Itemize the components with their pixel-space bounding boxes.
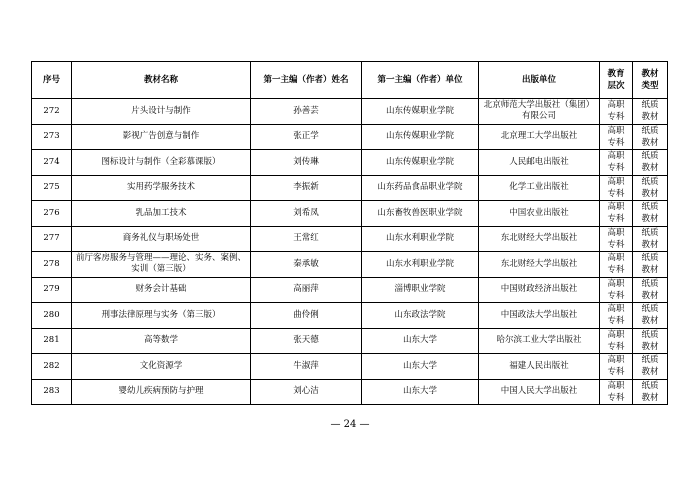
cell-type-line2: 教材 xyxy=(641,188,659,199)
cell-name: 财务会计基础 xyxy=(72,277,251,303)
cell-type xyxy=(633,354,668,380)
cell-type-line1: 纸质 xyxy=(641,355,659,366)
cell-level xyxy=(600,124,633,150)
header-level-line1: 教育 xyxy=(607,69,625,79)
cell-unit: 山东畜牧兽医职业学院 xyxy=(362,201,479,227)
cell-type xyxy=(633,150,668,176)
cell-editor: 孙善芸 xyxy=(251,99,362,125)
cell-level-line1: 高职 xyxy=(607,100,625,111)
cell-type-line1: 纸质 xyxy=(641,329,659,340)
cell-level xyxy=(600,175,633,201)
cell-publisher: 中国财政经济出版社 xyxy=(479,277,600,303)
header-name: 教材名称 xyxy=(72,62,251,99)
cell-level-line1: 高职 xyxy=(607,151,625,162)
cell-type-line1: 纸质 xyxy=(641,176,659,187)
cell-publisher: 哈尔滨工业大学出版社 xyxy=(479,328,600,354)
cell-unit: 山东水利职业学院 xyxy=(362,226,479,252)
cell-unit: 山东大学 xyxy=(362,379,479,405)
cell-level xyxy=(600,99,633,125)
cell-type-line1: 纸质 xyxy=(641,202,659,213)
cell-publisher: 化学工业出版社 xyxy=(479,175,600,201)
cell-seq: 273 xyxy=(32,124,72,150)
cell-level-line2: 专科 xyxy=(607,316,625,327)
cell-name: 高等数学 xyxy=(72,328,251,354)
textbook-table xyxy=(31,61,668,405)
cell-level xyxy=(600,379,633,405)
cell-type xyxy=(633,175,668,201)
cell-type-line2: 教材 xyxy=(641,239,659,250)
cell-level-line1: 高职 xyxy=(607,304,625,315)
cell-level xyxy=(600,277,633,303)
cell-name: 前厅客房服务与管理——理论、实务、案例、实训（第三版） xyxy=(72,252,251,278)
cell-type-line2: 教材 xyxy=(641,214,659,225)
cell-publisher: 福建人民出版社 xyxy=(479,354,600,380)
cell-unit: 山东传媒职业学院 xyxy=(362,99,479,125)
cell-unit: 山东传媒职业学院 xyxy=(362,124,479,150)
cell-unit: 淄博职业学院 xyxy=(362,277,479,303)
cell-seq: 276 xyxy=(32,201,72,227)
cell-unit: 山东政法学院 xyxy=(362,303,479,329)
header-level xyxy=(600,62,633,99)
cell-type xyxy=(633,328,668,354)
table-row xyxy=(32,328,668,354)
cell-level-line1: 高职 xyxy=(607,227,625,238)
cell-type xyxy=(633,303,668,329)
cell-name: 商务礼仪与职场处世 xyxy=(72,226,251,252)
cell-type-line2: 教材 xyxy=(641,392,659,403)
table-row xyxy=(32,354,668,380)
cell-type-line2: 教材 xyxy=(641,341,659,352)
cell-level-line1: 高职 xyxy=(607,278,625,289)
cell-type-line2: 教材 xyxy=(641,112,659,123)
header-type xyxy=(633,62,668,99)
cell-seq: 278 xyxy=(32,252,72,278)
cell-seq: 283 xyxy=(32,379,72,405)
cell-seq: 274 xyxy=(32,150,72,176)
cell-level-line2: 专科 xyxy=(607,163,625,174)
table-row xyxy=(32,124,668,150)
cell-level xyxy=(600,201,633,227)
cell-type xyxy=(633,277,668,303)
cell-publisher: 北京师范大学出版社（集团）有限公司 xyxy=(479,99,600,125)
cell-level-line2: 专科 xyxy=(607,392,625,403)
cell-level-line1: 高职 xyxy=(607,176,625,187)
cell-type-line1: 纸质 xyxy=(641,278,659,289)
cell-type-line1: 纸质 xyxy=(641,380,659,391)
cell-level xyxy=(600,150,633,176)
cell-name: 图标设计与制作（全彩慕课版） xyxy=(72,150,251,176)
cell-type-line1: 纸质 xyxy=(641,253,659,264)
cell-level-line1: 高职 xyxy=(607,202,625,213)
cell-level xyxy=(600,252,633,278)
cell-unit: 山东大学 xyxy=(362,354,479,380)
cell-type xyxy=(633,124,668,150)
cell-type-line1: 纸质 xyxy=(641,100,659,111)
cell-editor: 刘心洁 xyxy=(251,379,362,405)
table-row xyxy=(32,252,668,278)
cell-level-line1: 高职 xyxy=(607,253,625,264)
cell-type-line2: 教材 xyxy=(641,290,659,301)
cell-type xyxy=(633,226,668,252)
cell-type-line1: 纸质 xyxy=(641,151,659,162)
header-type-line2: 类型 xyxy=(641,81,659,91)
header-level-line2: 层次 xyxy=(607,81,625,91)
cell-type xyxy=(633,201,668,227)
table-body xyxy=(32,99,668,405)
cell-level-line1: 高职 xyxy=(607,355,625,366)
cell-editor: 牛淑萍 xyxy=(251,354,362,380)
cell-seq: 272 xyxy=(32,99,72,125)
cell-level-line2: 专科 xyxy=(607,137,625,148)
page-number: — 24 — xyxy=(330,419,370,430)
cell-level-line1: 高职 xyxy=(607,329,625,340)
table-row xyxy=(32,226,668,252)
cell-editor: 刘传琳 xyxy=(251,150,362,176)
cell-name: 刑事法律原理与实务（第三版） xyxy=(72,303,251,329)
cell-type xyxy=(633,252,668,278)
header-publisher: 出版单位 xyxy=(479,62,600,99)
cell-publisher: 中国政法大学出版社 xyxy=(479,303,600,329)
cell-level xyxy=(600,303,633,329)
cell-level-line2: 专科 xyxy=(607,112,625,123)
table-row xyxy=(32,303,668,329)
cell-level-line1: 高职 xyxy=(607,125,625,136)
cell-type xyxy=(633,99,668,125)
cell-publisher: 中国农业出版社 xyxy=(479,201,600,227)
cell-seq: 277 xyxy=(32,226,72,252)
cell-unit: 山东药品食品职业学院 xyxy=(362,175,479,201)
cell-type-line2: 教材 xyxy=(641,316,659,327)
table-row xyxy=(32,277,668,303)
cell-unit: 山东传媒职业学院 xyxy=(362,150,479,176)
header-row xyxy=(32,62,668,99)
cell-type-line2: 教材 xyxy=(641,137,659,148)
cell-level-line2: 专科 xyxy=(607,214,625,225)
cell-seq: 279 xyxy=(32,277,72,303)
cell-editor: 张天德 xyxy=(251,328,362,354)
header-editor: 第一主编（作者）姓名 xyxy=(251,62,362,99)
cell-name: 婴幼儿疾病预防与护理 xyxy=(72,379,251,405)
cell-type-line2: 教材 xyxy=(641,163,659,174)
cell-publisher: 东北财经大学出版社 xyxy=(479,252,600,278)
cell-type-line1: 纸质 xyxy=(641,125,659,136)
table-row xyxy=(32,150,668,176)
table-row xyxy=(32,201,668,227)
table-row xyxy=(32,379,668,405)
cell-name: 实用药学服务技术 xyxy=(72,175,251,201)
table-row xyxy=(32,99,668,125)
cell-level-line2: 专科 xyxy=(607,239,625,250)
cell-name: 文化资源学 xyxy=(72,354,251,380)
cell-level-line2: 专科 xyxy=(607,290,625,301)
cell-name: 乳品加工技术 xyxy=(72,201,251,227)
cell-editor: 李振新 xyxy=(251,175,362,201)
header-seq: 序号 xyxy=(32,62,72,99)
cell-unit: 山东大学 xyxy=(362,328,479,354)
table-row xyxy=(32,175,668,201)
cell-level-line2: 专科 xyxy=(607,188,625,199)
cell-editor: 高丽萍 xyxy=(251,277,362,303)
cell-publisher: 人民邮电出版社 xyxy=(479,150,600,176)
cell-seq: 280 xyxy=(32,303,72,329)
cell-type-line1: 纸质 xyxy=(641,227,659,238)
cell-seq: 281 xyxy=(32,328,72,354)
cell-publisher: 中国人民大学出版社 xyxy=(479,379,600,405)
cell-name: 影视广告创意与制作 xyxy=(72,124,251,150)
cell-unit: 山东水利职业学院 xyxy=(362,252,479,278)
cell-publisher: 东北财经大学出版社 xyxy=(479,226,600,252)
cell-level-line2: 专科 xyxy=(607,265,625,276)
cell-editor: 秦承敏 xyxy=(251,252,362,278)
cell-type xyxy=(633,379,668,405)
cell-publisher: 北京理工大学出版社 xyxy=(479,124,600,150)
cell-level xyxy=(600,354,633,380)
cell-level xyxy=(600,226,633,252)
cell-editor: 曲伶俐 xyxy=(251,303,362,329)
cell-type-line2: 教材 xyxy=(641,367,659,378)
cell-type-line2: 教材 xyxy=(641,265,659,276)
cell-level xyxy=(600,328,633,354)
cell-seq: 275 xyxy=(32,175,72,201)
cell-seq: 282 xyxy=(32,354,72,380)
cell-editor: 王常红 xyxy=(251,226,362,252)
cell-level-line2: 专科 xyxy=(607,367,625,378)
cell-editor: 刘希凤 xyxy=(251,201,362,227)
header-type-line1: 教材 xyxy=(641,69,659,79)
cell-name: 片头设计与制作 xyxy=(72,99,251,125)
cell-level-line2: 专科 xyxy=(607,341,625,352)
header-unit: 第一主编（作者）单位 xyxy=(362,62,479,99)
cell-editor: 张正学 xyxy=(251,124,362,150)
cell-level-line1: 高职 xyxy=(607,380,625,391)
cell-type-line1: 纸质 xyxy=(641,304,659,315)
